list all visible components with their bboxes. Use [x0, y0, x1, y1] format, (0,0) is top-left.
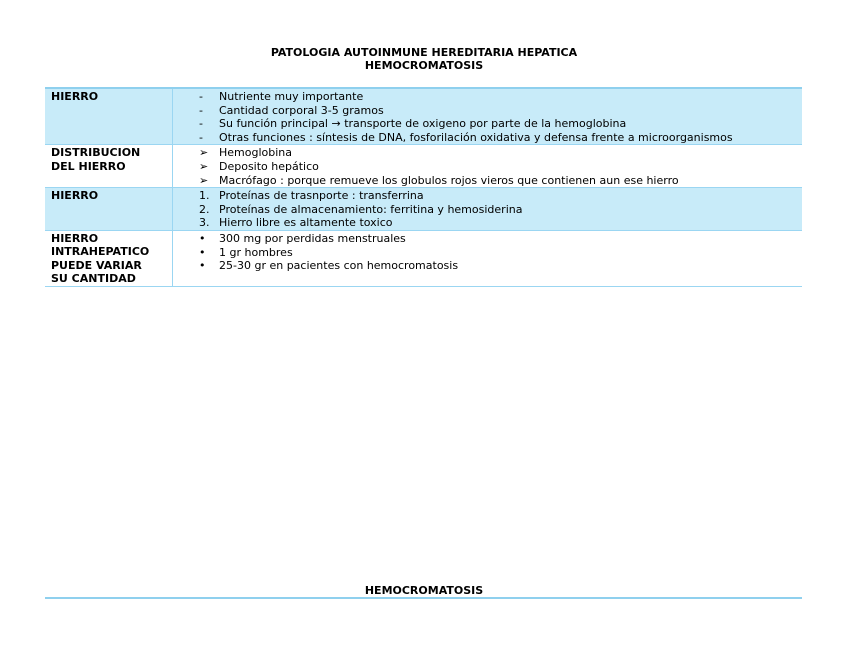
bullet-dot-icon: •	[199, 245, 206, 259]
bullet-dot-icon: •	[199, 231, 206, 245]
list-item	[173, 131, 802, 145]
list-item-text: Su función principal → transporte de oxigeno por parte de la hemoglobina	[219, 117, 627, 131]
list-item-text: 25-30 gr en pacientes con hemocromatosis	[219, 259, 459, 273]
list-item	[173, 174, 802, 188]
table-row-hierro	[45, 89, 802, 145]
number-marker: 3.	[199, 216, 210, 230]
list-item	[173, 259, 802, 273]
list-item	[173, 232, 802, 246]
footer-title: HEMOCROMATOSIS	[364, 584, 484, 597]
table-row-intrahepatico	[45, 231, 802, 287]
list-item-text: Hemoglobina	[219, 146, 293, 160]
list-item	[173, 146, 802, 160]
row-label-line: HIERRO	[51, 231, 99, 245]
row-label-line: HIERRO	[51, 189, 99, 203]
document-title	[0, 46, 848, 72]
row-label-line: DISTRIBUCION	[51, 146, 141, 160]
row-label-line: INTRAHEPATICO	[51, 245, 150, 259]
row-label-line: PUEDE VARIAR	[51, 258, 142, 272]
list-item-text: Cantidad corporal 3-5 gramos	[219, 103, 384, 117]
list-item	[173, 203, 802, 217]
list-item	[173, 104, 802, 118]
list-item-text: 300 mg por perdidas menstruales	[219, 231, 406, 245]
list-item	[173, 90, 802, 104]
list-item-text: Deposito hepático	[219, 159, 319, 173]
row-content	[173, 231, 802, 286]
dash-marker: -	[199, 90, 203, 103]
list-item-text: Macrófago : porque remueve los globulos rojos vieros que contienen aun ese hierro	[219, 173, 679, 187]
row-label	[45, 231, 173, 286]
title-line-1: PATOLOGIA AUTOINMUNE HEREDITARIA HEPATICA	[270, 46, 578, 59]
row-label	[45, 145, 173, 187]
dash-marker: -	[199, 130, 203, 144]
arrow-bullet-icon: ➢	[199, 173, 209, 187]
arrow-bullet-icon: ➢	[199, 146, 209, 160]
list-item-text: Proteínas de trasnporte : transferrina	[219, 189, 424, 203]
list-item-text: Nutriente muy importante	[219, 90, 364, 103]
list-item-text: Hierro libre es altamente toxico	[219, 216, 393, 230]
info-table	[45, 87, 802, 287]
table-row-distribucion	[45, 145, 802, 188]
row-label	[45, 188, 173, 230]
dash-marker: -	[199, 117, 203, 131]
row-label-line: HIERRO	[51, 90, 99, 103]
list-item	[173, 216, 802, 230]
list-item-text: Proteínas de almacenamiento: ferritina y hemosiderina	[219, 202, 523, 216]
list-item	[173, 160, 802, 174]
title-line-2: HEMOCROMATOSIS	[364, 59, 484, 72]
list-item	[173, 117, 802, 131]
row-label	[45, 89, 173, 144]
row-label-line: DEL HIERRO	[51, 159, 126, 173]
list-item-text: Otras funciones : síntesis de DNA, fosforilación oxidativa y defensa frente a microorganismos	[219, 130, 733, 144]
number-marker: 1.	[199, 189, 210, 203]
arrow-bullet-icon: ➢	[199, 159, 209, 173]
list-item	[173, 189, 802, 203]
row-content	[173, 145, 802, 187]
list-item-text: 1 gr hombres	[219, 245, 293, 259]
number-marker: 2.	[199, 202, 210, 216]
table-row-hierro-proteinas	[45, 188, 802, 231]
bullet-dot-icon: •	[199, 259, 206, 273]
row-content	[173, 188, 802, 230]
list-item	[173, 246, 802, 260]
dash-marker: -	[199, 103, 203, 117]
row-content	[173, 89, 802, 144]
footer-divider	[45, 597, 802, 599]
row-label-line: SU CANTIDAD	[51, 272, 136, 286]
